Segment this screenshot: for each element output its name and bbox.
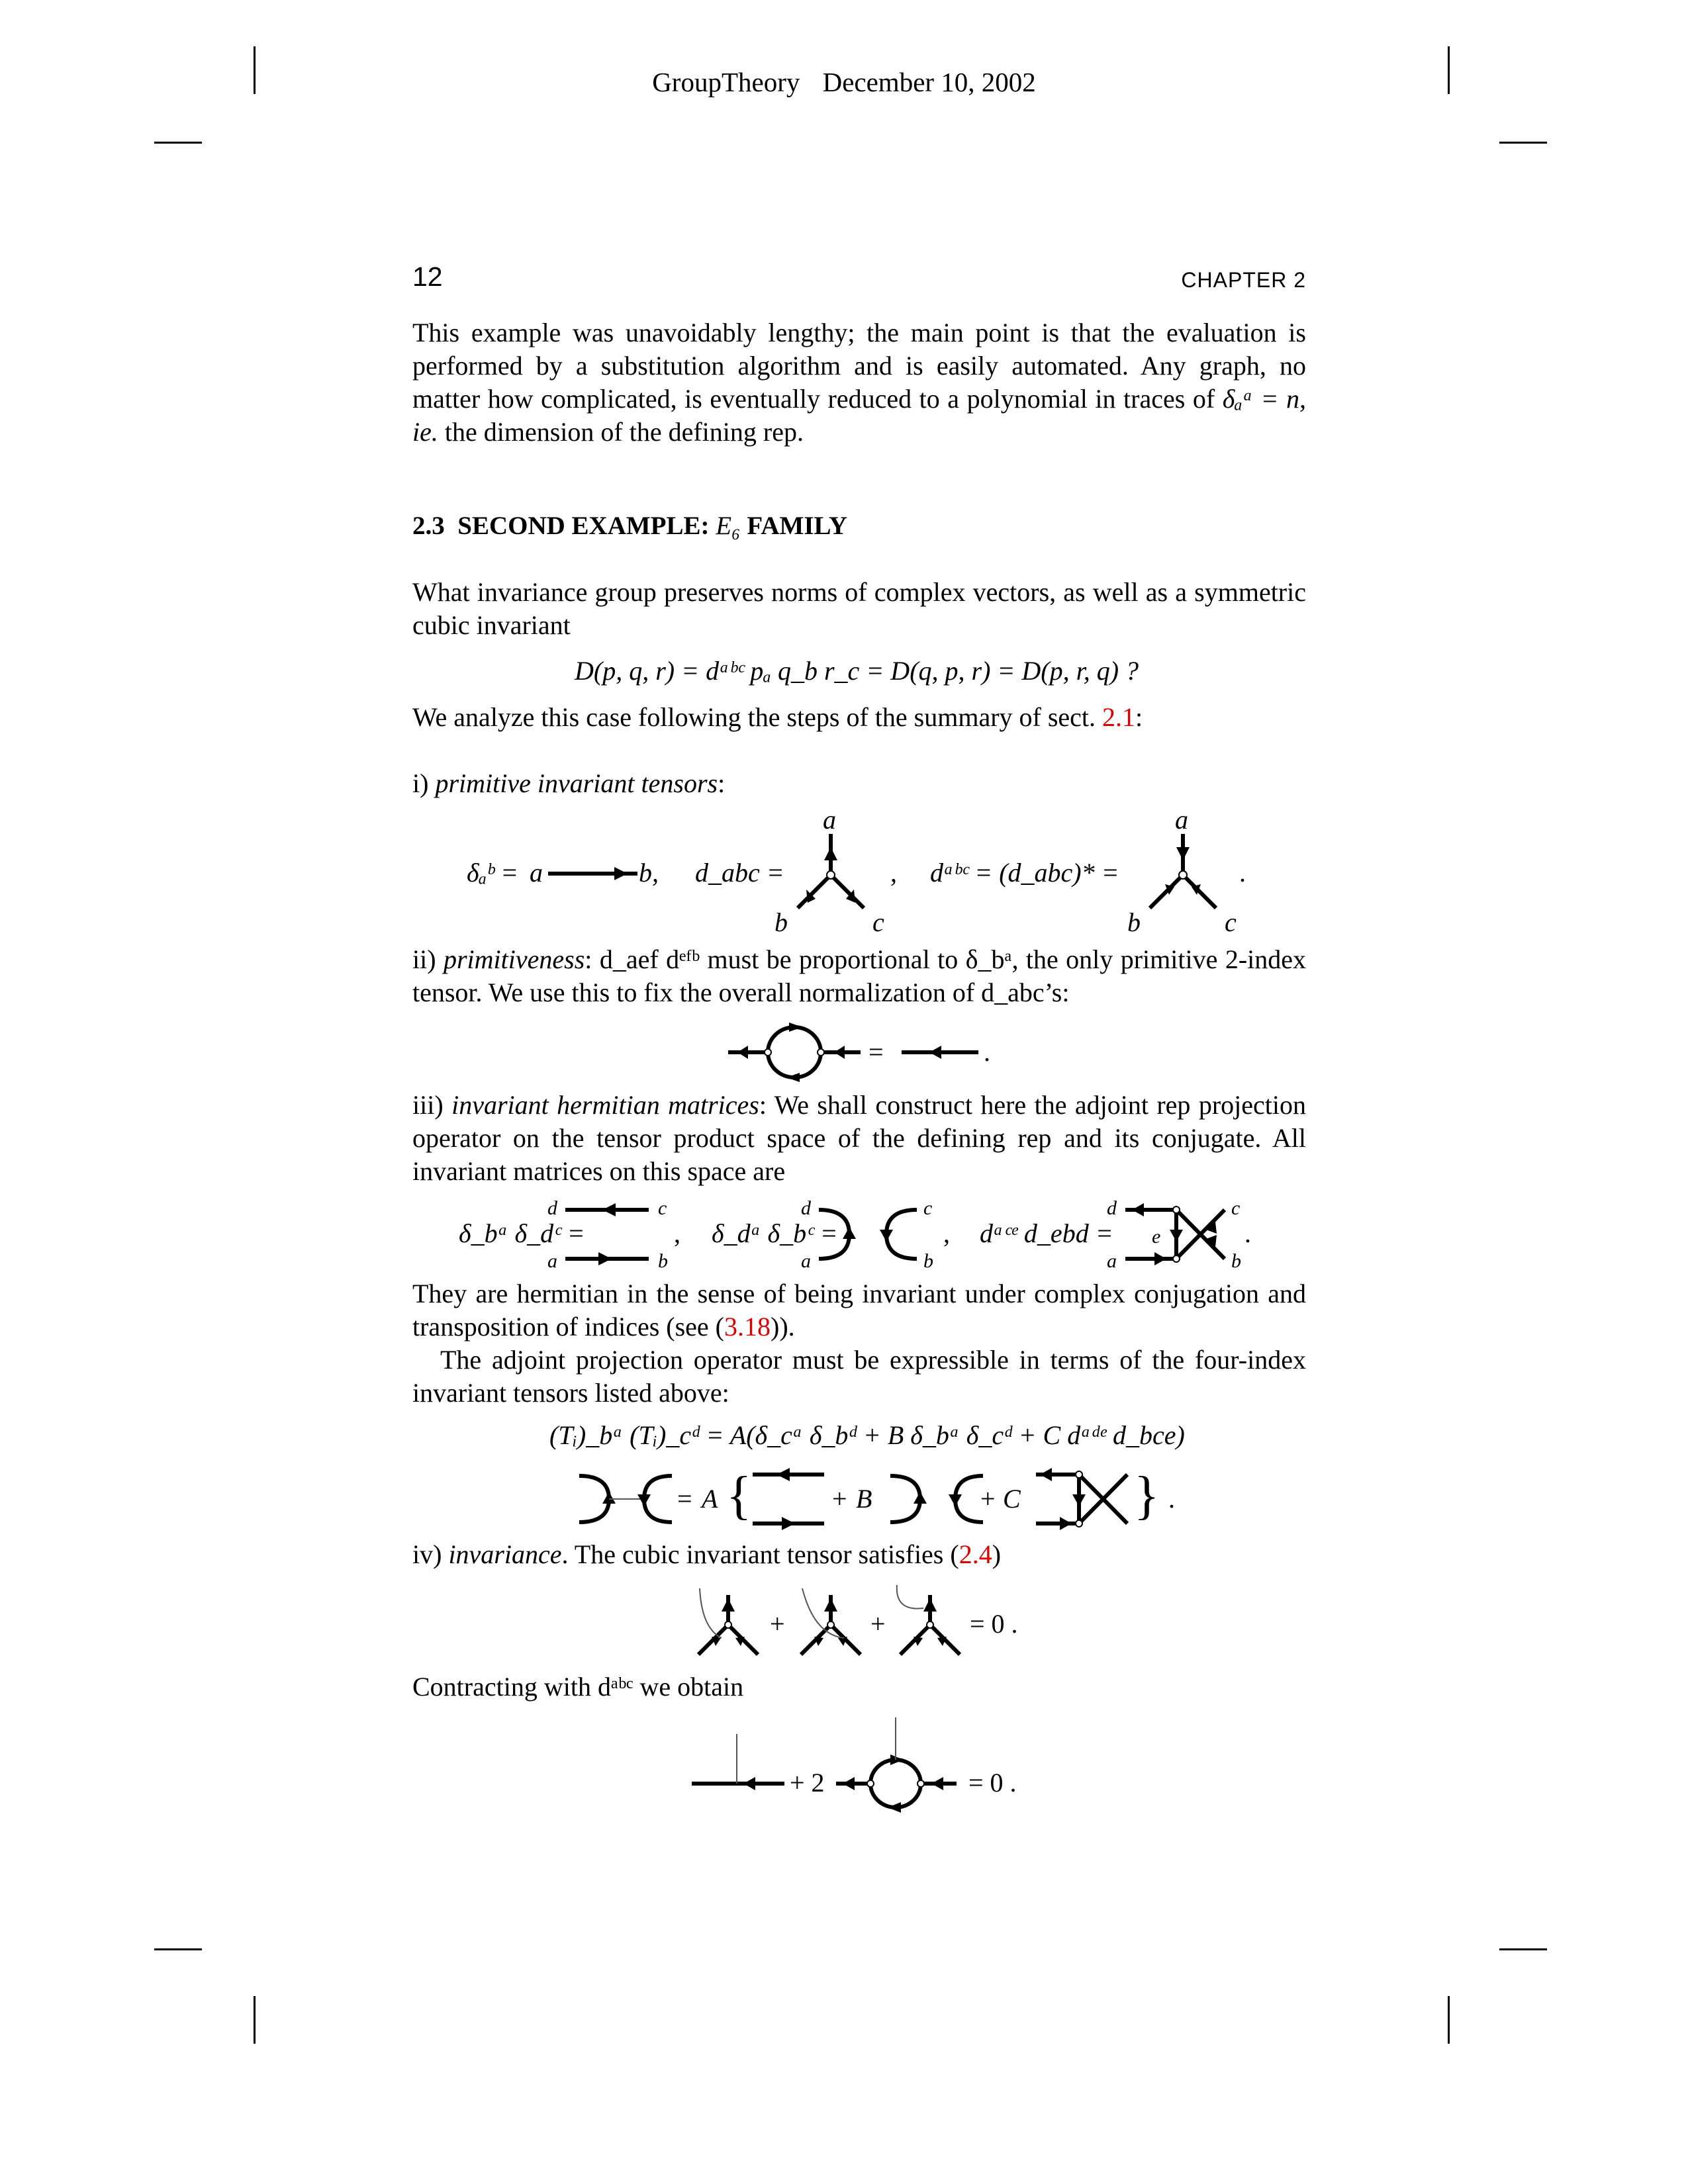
- svg-text:d: d: [801, 1197, 811, 1219]
- svg-text:+ 2: + 2: [790, 1768, 825, 1797]
- cubic-equation: D(p, q, r) = dᵃᵇᶜ pₐ q_b r_c = D(q, p, r) = D(p, r, q) ?: [575, 656, 1139, 686]
- equation-ref[interactable]: 2.4: [959, 1539, 992, 1569]
- svg-text:= 0 .: = 0 .: [968, 1768, 1017, 1797]
- svg-text:+: +: [770, 1609, 785, 1639]
- svg-text:c: c: [658, 1197, 667, 1219]
- delta-label: δₐᵇ =: [467, 858, 519, 887]
- svg-text:d: d: [547, 1197, 557, 1219]
- svg-text:}: }: [1134, 1467, 1160, 1525]
- contracted-invariance-diagram: [692, 1717, 1036, 1817]
- adjoint-projection-diagram: [579, 1463, 1182, 1535]
- vertex-index-a: a: [823, 805, 836, 835]
- svg-text:{: {: [726, 1467, 752, 1525]
- crop-mark: [1499, 1948, 1547, 1950]
- vertex-index-a: a: [1175, 805, 1188, 835]
- cubic-vertex-out: [1147, 834, 1219, 913]
- step-4-label: iv) invariance. The cubic invariant tensor satisfies (2.4): [412, 1539, 1002, 1569]
- question-paragraph: What invariance group preserves norms of complex vectors, as well as a symmetric cubic invariant: [412, 577, 1306, 640]
- svg-text:.: .: [984, 1037, 990, 1067]
- turning-lines-diagram: [798, 1198, 947, 1271]
- index-b: b,: [639, 858, 659, 887]
- step-1-label: i) primitive invariant tensors:: [412, 768, 726, 798]
- section-ref[interactable]: 2.1: [1102, 702, 1136, 732]
- svg-text:a: a: [1107, 1250, 1117, 1272]
- hermitian-paragraph: They are hermitian in the sense of being invariant under complex conjugation and transposition of indices (see (3.18)).: [412, 1279, 1306, 1342]
- crop-mark: [1448, 1996, 1450, 2044]
- svg-text:=: =: [868, 1037, 884, 1067]
- crop-mark: [154, 1948, 202, 1950]
- crop-mark: [254, 1996, 256, 2044]
- running-head-title: GroupTheory: [652, 67, 800, 97]
- svg-text:b: b: [658, 1250, 668, 1272]
- delta-delta-eq-1: δ_bᵃ δ_dᶜ =: [459, 1218, 585, 1248]
- vertex-index-b: b: [1127, 907, 1141, 937]
- step-3-paragraph: iii) invariant hermitian matrices: We shall construct here the adjoint rep projection operator on the tensor product space of the defining rep and its conjugate. All invariant matrices on this space are: [412, 1090, 1306, 1186]
- bubble-normalization-diagram: [728, 1023, 993, 1082]
- invariance-diagram: [692, 1585, 1036, 1664]
- svg-text:e: e: [1152, 1226, 1161, 1248]
- intro-paragraph: This example was unavoidably lengthy; the main point is that the evaluation is performed by a substitution algorithm and is easily automated. Any graph, no matter how complicated, is eventually reduced to a polynomial in traces of δₐᵃ = n, ie. the dimension of the defining rep.: [412, 318, 1306, 447]
- svg-text:c: c: [1231, 1197, 1241, 1219]
- parallel-lines-diagram: [544, 1198, 677, 1271]
- svg-text:a: a: [547, 1250, 557, 1272]
- period: .: [1244, 1218, 1251, 1248]
- svg-text:+: +: [870, 1609, 886, 1639]
- vertex-index-c: c: [1225, 907, 1237, 937]
- comma: ,: [943, 1218, 950, 1248]
- crop-mark: [154, 142, 202, 144]
- period: .: [1239, 858, 1246, 887]
- svg-text:= 0 .: = 0 .: [970, 1609, 1018, 1639]
- svg-text:+: +: [832, 1484, 847, 1514]
- analyze-line: We analyze this case following the steps of the summary of sect. 2.1:: [412, 702, 1143, 732]
- running-head: [0, 66, 1688, 98]
- chapter-label: CHAPTER 2: [1181, 268, 1306, 292]
- svg-text:a: a: [801, 1250, 811, 1272]
- crop-mark: [1499, 142, 1547, 144]
- d-upper-label: dᵃᵇᶜ = (d_abc)* =: [930, 858, 1119, 887]
- vertex-index-b: b: [774, 907, 788, 937]
- svg-text:d: d: [1107, 1197, 1117, 1219]
- page-number: 12: [412, 261, 443, 292]
- section-heading: 2.3 SECOND EXAMPLE: E₆ FAMILY: [412, 512, 848, 540]
- equation-ref[interactable]: 3.18: [724, 1312, 771, 1342]
- svg-text:=: =: [677, 1484, 692, 1514]
- svg-text:+: +: [980, 1484, 996, 1514]
- crossed-vertices-diagram: [1107, 1198, 1239, 1271]
- propagator-arrow: [548, 867, 641, 880]
- svg-text:b: b: [1231, 1250, 1241, 1272]
- svg-text:b: b: [923, 1250, 933, 1272]
- index-a: a: [530, 858, 543, 887]
- svg-text:A: A: [702, 1484, 718, 1514]
- comma: ,: [890, 858, 897, 887]
- svg-text:.: .: [1168, 1484, 1175, 1514]
- delta-delta-eq-2: δ_dᵃ δ_bᶜ =: [712, 1218, 838, 1248]
- contracting-line: Contracting with dᵃᵇᶜ we obtain: [412, 1672, 744, 1702]
- vertex-index-c: c: [872, 907, 884, 937]
- d-d-eq-3: dᵃᶜᵉ d_ebd =: [980, 1218, 1113, 1248]
- adjoint-paragraph: The adjoint projection operator must be expressible in terms of the four-index invariant tensors listed above:: [412, 1345, 1306, 1408]
- svg-text:c: c: [923, 1197, 933, 1219]
- svg-text:C: C: [1003, 1484, 1021, 1514]
- svg-text:B: B: [856, 1484, 872, 1514]
- cubic-vertex-in: [794, 834, 867, 913]
- adjoint-equation: (Tᵢ)_bᵃ (Tᵢ)_cᵈ = A(δ_cᵃ δ_bᵈ + B δ_bᵃ δ_cᵈ + C dᵃᵈᵉ d_bce): [549, 1420, 1185, 1450]
- d-lower-label: d_abc =: [695, 858, 784, 887]
- comma: ,: [674, 1218, 680, 1248]
- running-head-date: December 10, 2002: [822, 67, 1036, 97]
- inline-math: δₐᵃ = n,: [1222, 384, 1306, 414]
- step-2-paragraph: ii) primitiveness: d_aef dᵉᶠᵇ must be proportional to δ_bᵃ, the only primitive 2-index tensor. We use this to fix the overall normalization of d_abc’s:: [412, 944, 1307, 1007]
